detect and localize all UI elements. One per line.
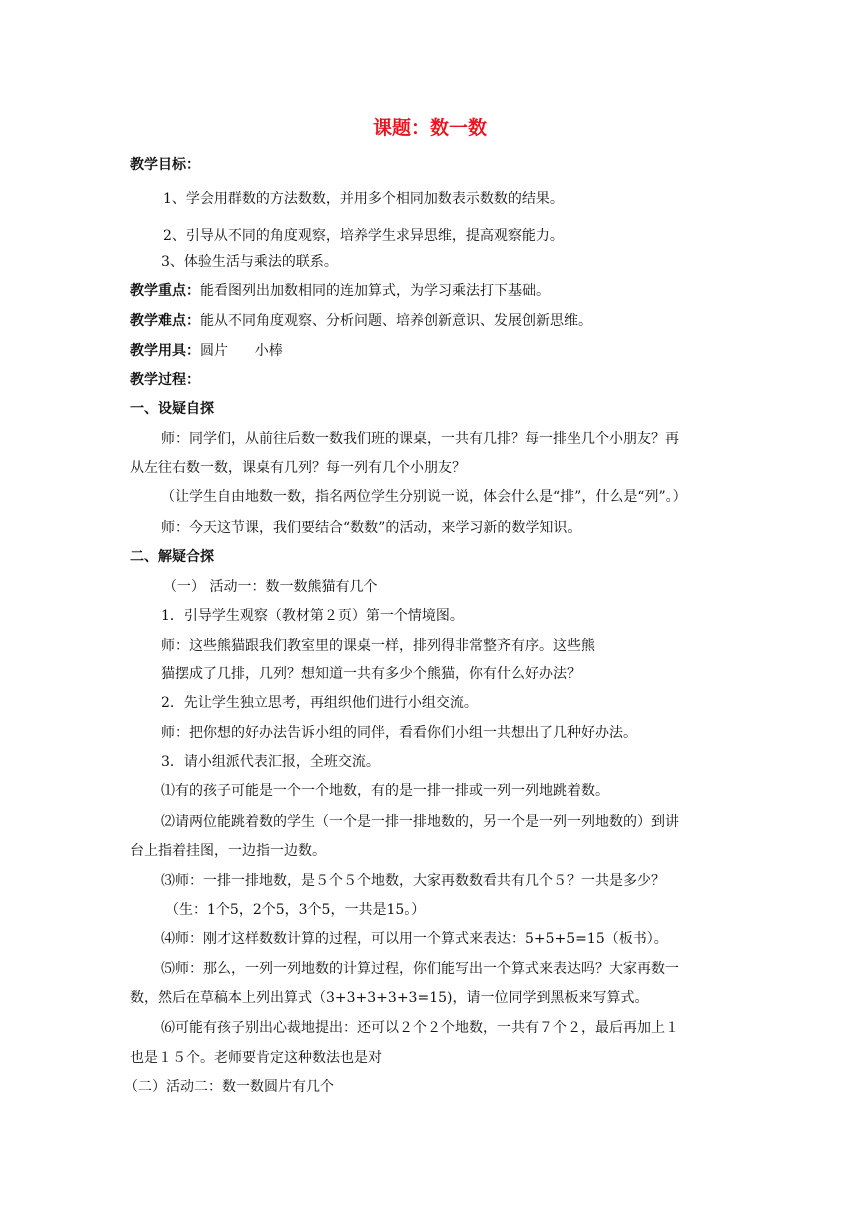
section1-heading: 一、设疑自探 [130, 401, 214, 417]
paragraph-line: 师：同学们，从前往后数一数我们班的课桌，一共有几排？每一排坐几个小朋友？再 [161, 431, 679, 447]
tools-text: 圆片 小棒 [200, 343, 283, 359]
tools-label: 教学用具： [130, 343, 200, 359]
paragraph-line: 数，然后在草稿本上列出算式（3+3+3+3+3=15)，请一位同学到黑板来写算式。 [130, 990, 649, 1006]
goals-heading: 教学目标： [130, 157, 200, 173]
paragraph-line: 3．请小组派代表汇报，全班交流。 [161, 754, 380, 770]
goal-item: 1、学会用群数的方法数数，并用多个相同加数表示数数的结果。 [163, 191, 564, 207]
paragraph-line: 从左往右数一数，课桌有几列？每一列有几个小朋友？ [130, 460, 466, 476]
paragraph-line: 师：把你想的好办法告诉小组的同伴，看看你们小组一共想出了几种好办法。 [161, 725, 637, 741]
paragraph-line: （生：1个5，2个5，3个5，一共是15。） [165, 902, 426, 918]
paragraph-line: ⑷师：刚才这样数数计算的过程，可以用一个算式来表达：5+5+5=15（板书）。 [161, 931, 668, 947]
paragraph-line: 师：今天这节课，我们要结合“数数”的活动，来学习新的数学知识。 [161, 520, 582, 536]
paragraph-line: 猫摆成了几排，几列？想知道一共有多少个熊猫，你有什么好办法？ [161, 666, 581, 682]
key-point-line [130, 281, 550, 301]
key-point-text: 能看图列出加数相同的连加算式，为学习乘法打下基础。 [200, 283, 550, 299]
section2-heading: 二、解疑合探 [130, 549, 214, 565]
process-heading: 教学过程： [130, 372, 200, 388]
page-title: 课题：数一数 [372, 117, 487, 139]
goal-item: 2、引导从不同的角度观察，培养学生求异思维，提高观察能力。 [163, 228, 564, 244]
goal-item: 3、体验生活与乘法的联系。 [161, 254, 338, 270]
difficulty-label: 教学难点： [130, 313, 200, 329]
difficulty-text: 能从不同角度观察、分析问题、培养创新意识、发展创新思维。 [200, 313, 592, 329]
key-point-label: 教学重点： [130, 283, 200, 299]
paragraph-line: ⑴有的孩子可能是一个一个地数，有的是一排一排或一列一列地跳着数。 [161, 783, 609, 799]
paragraph-line: 也是１５个。老师要肯定这种数法也是对 [130, 1050, 382, 1066]
tools-line [130, 341, 283, 361]
paragraph-line: 2．先让学生独立思考，再组织他们进行小组交流。 [161, 695, 478, 711]
paragraph-line: ⑸师：那么，一列一列地数的计算过程，你们能写出一个算式来表达吗？大家再数一 [161, 961, 679, 977]
paragraph-line: 师：这些熊猫跟我们教室里的课桌一样，排列得非常整齐有序。这些熊 [161, 638, 595, 654]
paragraph-line: ⑶师：一排一排地数，是５个５个地数，大家再数数看共有几个５？一共是多少？ [161, 873, 665, 889]
paragraph-line: ⑵请两位能跳着数的学生（一个是一排一排地数的，另一个是一列一列地数的）到讲 [161, 814, 679, 830]
paragraph-line: （让学生自由地数一数，指名两位学生分别说一说，体会什么是“排”，什么是“列”。） [161, 489, 687, 505]
activity-heading: （二）活动二：数一数圆片有几个 [124, 1079, 334, 1095]
paragraph-line: 1．引导学生观察（教材第２页）第一个情境图。 [161, 608, 464, 624]
activity-heading: （一） 活动一：数一数熊猫有几个 [163, 579, 378, 595]
difficulty-line [130, 311, 592, 331]
paragraph-line: ⑹可能有孩子别出心裁地提出：还可以２个２个地数，一共有７个２，最后再加上１ [161, 1020, 679, 1036]
paragraph-line: 台上指着挂图，一边指一边数。 [130, 843, 326, 859]
